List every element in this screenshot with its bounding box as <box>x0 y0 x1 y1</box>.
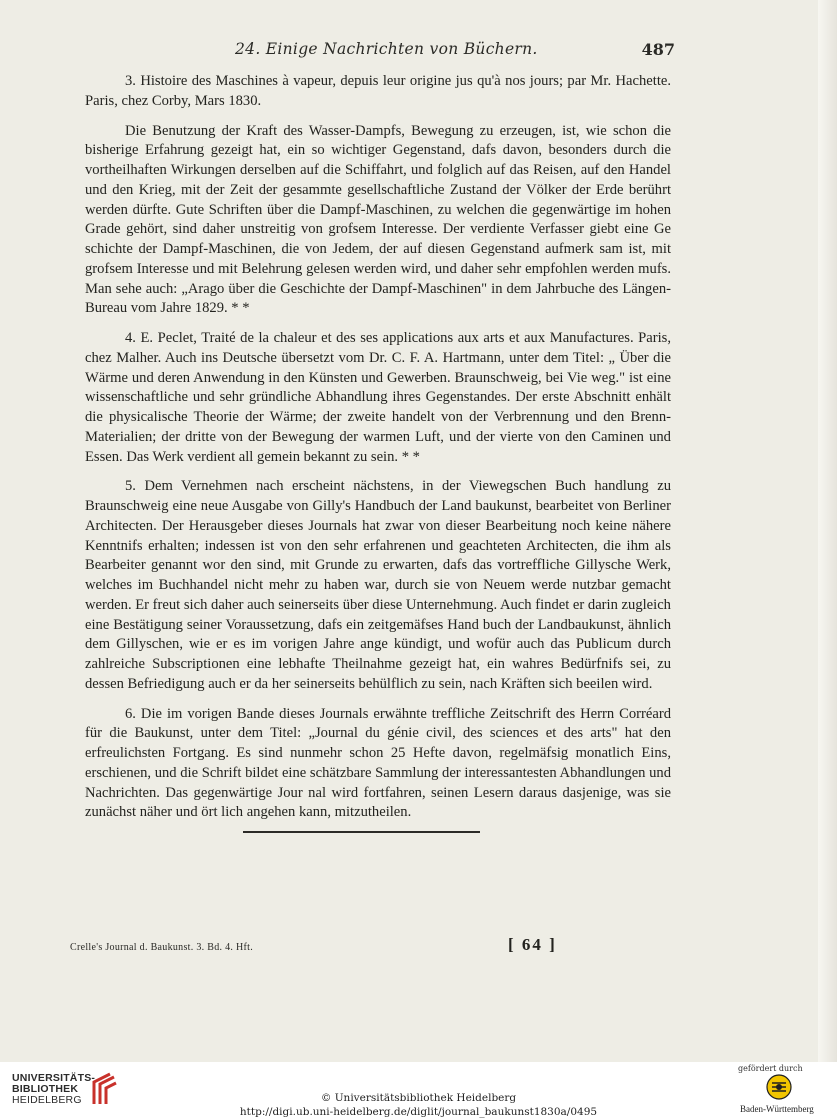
text-line: Anwendung in den Künsten und Gewerben. Braunschweig, bei Vie <box>193 369 588 386</box>
library-name-line-3: HEIDELBERG <box>12 1094 82 1106</box>
text-line: davon, regelmäfsig monatlich Eins, erschienen, und die Schrift bildet eine schätzbare <box>85 745 671 781</box>
scan-edge <box>818 0 837 1062</box>
text-line: gemein bekannt zu sein. * * <box>257 448 420 465</box>
text-line: Sammlung der interessantesten Abhandlungen und Nachrichten. Das gegenwärtige Jour <box>85 764 672 801</box>
entry-3-line-2: qu'à nos jours; par Mr. Hachette. Paris, chez Corby, Mars 1830. <box>85 73 671 109</box>
text-line: kündigt, und wofür auch das Publicum durch zahlreiche Subscriptionen eine lebhafte <box>85 636 671 672</box>
entry-3-line-1: 3. Histoire des Maschines à vapeur, depuis leur origine jus <box>125 73 473 89</box>
text-line: sciences et des arts" hat den erfreulichsten Fortgang. Es sind nunmehr schon 25 Hefte <box>85 725 671 761</box>
text-line: 5. Dem Vernehmen nach erscheint nächstens, in der Viewegschen Buch <box>125 478 586 495</box>
text-line: von der Verbrennung und den Brenn-Materialien; der dritte von der Bewegung der <box>85 409 671 445</box>
text-line: sehr empfohlen werden mufs. Man sehe auch: „Arago über die Geschichte der <box>85 260 672 297</box>
entry-3 <box>85 72 671 112</box>
text-line: wie schon die bisherige Erfahrung gezeigt hat, ein so wichtiger Gegenstand, dafs <box>85 122 671 159</box>
coat-of-arms-icon <box>766 1074 792 1100</box>
text-line: gesellschaftliche Zustand der Völker der Erde berührt werden dürfte. Gute Schriften <box>85 181 672 218</box>
entry-5 <box>85 477 671 694</box>
library-name-line-2: BIBLIOTHEK <box>12 1083 79 1095</box>
text-line: Dampf-Maschinen" in dem Jahrbuche des Längen-Bureau vom Jahre 1829. * * <box>85 280 671 317</box>
text-line: Der erste Abschnitt enhält die physicalische Theorie der Wärme; der zweite handelt <box>85 389 671 425</box>
entry-3-review <box>85 122 671 320</box>
text-line: nal wird fortfahren, seinen Lesern daraus dasjenige, was sie zunächst näher und ört <box>85 784 672 821</box>
text-line: baukunst, bearbeitet von Berliner Architecten. Der Herausgeber dieses Journals hat <box>85 498 671 534</box>
text-line: sind daher unstreitig von grofsem Interesse. Der verdiente Verfasser giebt eine Ge <box>172 221 671 238</box>
permalink[interactable]: http://digi.ub.uni-heidelberg.de/diglit/journal_baukunst1830a/0495 <box>239 1106 598 1118</box>
text-line: werden. Er freut sich daher auch seinerseits über diese Unternehmung. Auch findet <box>85 596 573 613</box>
running-head <box>85 40 675 62</box>
text-line: den sind, mit Grunde zu erwarten, dafs das vortreffliche Gillysche Werk, welches <box>85 557 671 593</box>
entry-6 <box>85 705 671 824</box>
text-line: 6. Die im vorigen Bande dieses Journals erwähnte treffliche Zeitschrift des <box>125 705 581 722</box>
text-line: Herrn Corréard für die Baukunst, unter dem Titel: „Journal du génie civil, des <box>85 705 672 742</box>
text-line: zwar von dieser Bearbeitung noch keine nähere Kenntnifs erhalten; indessen ist von <box>85 517 671 554</box>
body-text <box>85 72 671 823</box>
running-title: 24. Einige Nachrichten von Büchern. <box>235 40 538 58</box>
text-line: weg." ist eine wissenschaftliche und sehr gründliche Abhandlung ihres Gegenstandes. <box>85 369 672 406</box>
text-line: über die Dampf-Maschinen, zu welchen die gegenwärtige im hohen Grade gehört, <box>85 201 671 238</box>
text-line: handlung zu Braunschweig eine neue Ausgabe von Gilly's Handbuch der Land <box>85 478 671 514</box>
funder-name: Baden-Württemberg <box>740 1104 814 1114</box>
text-line: schichte der Dampf-Maschinen, die von Jedem, der auf diesen Gegenstand aufmerk <box>85 241 594 257</box>
text-line: buch der Landbaukunst, ähnlich dem Gillyschen, wie er es im vorigen Jahre ange <box>85 616 671 653</box>
text-line: her seinerseits behülflich zu sein, nach Kräften sich beeilen wird. <box>271 675 653 692</box>
sheet-number: [ 64 ] <box>508 935 557 954</box>
text-line: Die Benutzung der Kraft des Wasser-Dampfs, Bewegung zu erzeugen, ist, <box>125 122 586 139</box>
text-line: vom Dr. C. F. A. Hartmann, unter dem Titel: „ Über die Wärme und deren <box>85 349 671 386</box>
signature-line: Crelle's Journal d. Baukunst. 3. Bd. 4. Hft. <box>70 942 254 953</box>
text-line: 4. E. Peclet, Traité de la chaleur et des ses applications aux <box>125 330 484 346</box>
copyright-line: © Universitätsbibliothek Heidelberg <box>320 1092 517 1104</box>
funder-label: gefördert durch <box>738 1064 803 1073</box>
text-line: lich angehen kann, mitzutheilen. <box>221 804 412 821</box>
text-line: Theilnahme gezeigt hat, ein wahres Bedürfnifs sei, zu dessen Befriedigung auch er da <box>85 656 671 692</box>
closing-rule <box>243 831 480 833</box>
text-line: er darin zugleich eine Bestätigung seiner Voraussetzung, dafs ein zeitgemäfses Hand <box>85 596 671 633</box>
text-line: den sehr erfahrenen und geachteten Architecten, die ihm als Bearbeiter genannt wor <box>85 537 671 574</box>
library-name-line-1: UNIVERSITÄTS- <box>12 1072 96 1084</box>
text-line: folglich auf das Reisen, auf den Handel und den Krieg, mit der Zeit der gesammte <box>85 162 671 198</box>
text-line: im Buchhandel nicht mehr zu haben war, durch sie von Neuem werde nutzbar gemacht <box>137 577 671 593</box>
page-number: 487 <box>641 40 675 59</box>
text-line: warmen Luft, und der vierte von den Caminen und Essen. Das Werk verdient all <box>85 428 671 465</box>
entry-4 <box>85 329 671 467</box>
text-line: arts et aux Manufactures. Paris, chez Malher. Auch ins Deutsche übersetzt <box>85 330 671 366</box>
text-line: sam ist, mit grofsem Interesse und mit Belehrung gelesen werden wird, und daher <box>85 241 672 277</box>
text-line: davon, besonders durch die vortheilhaften Wirkungen derselben auf die Schiffahrt, und <box>85 142 671 178</box>
